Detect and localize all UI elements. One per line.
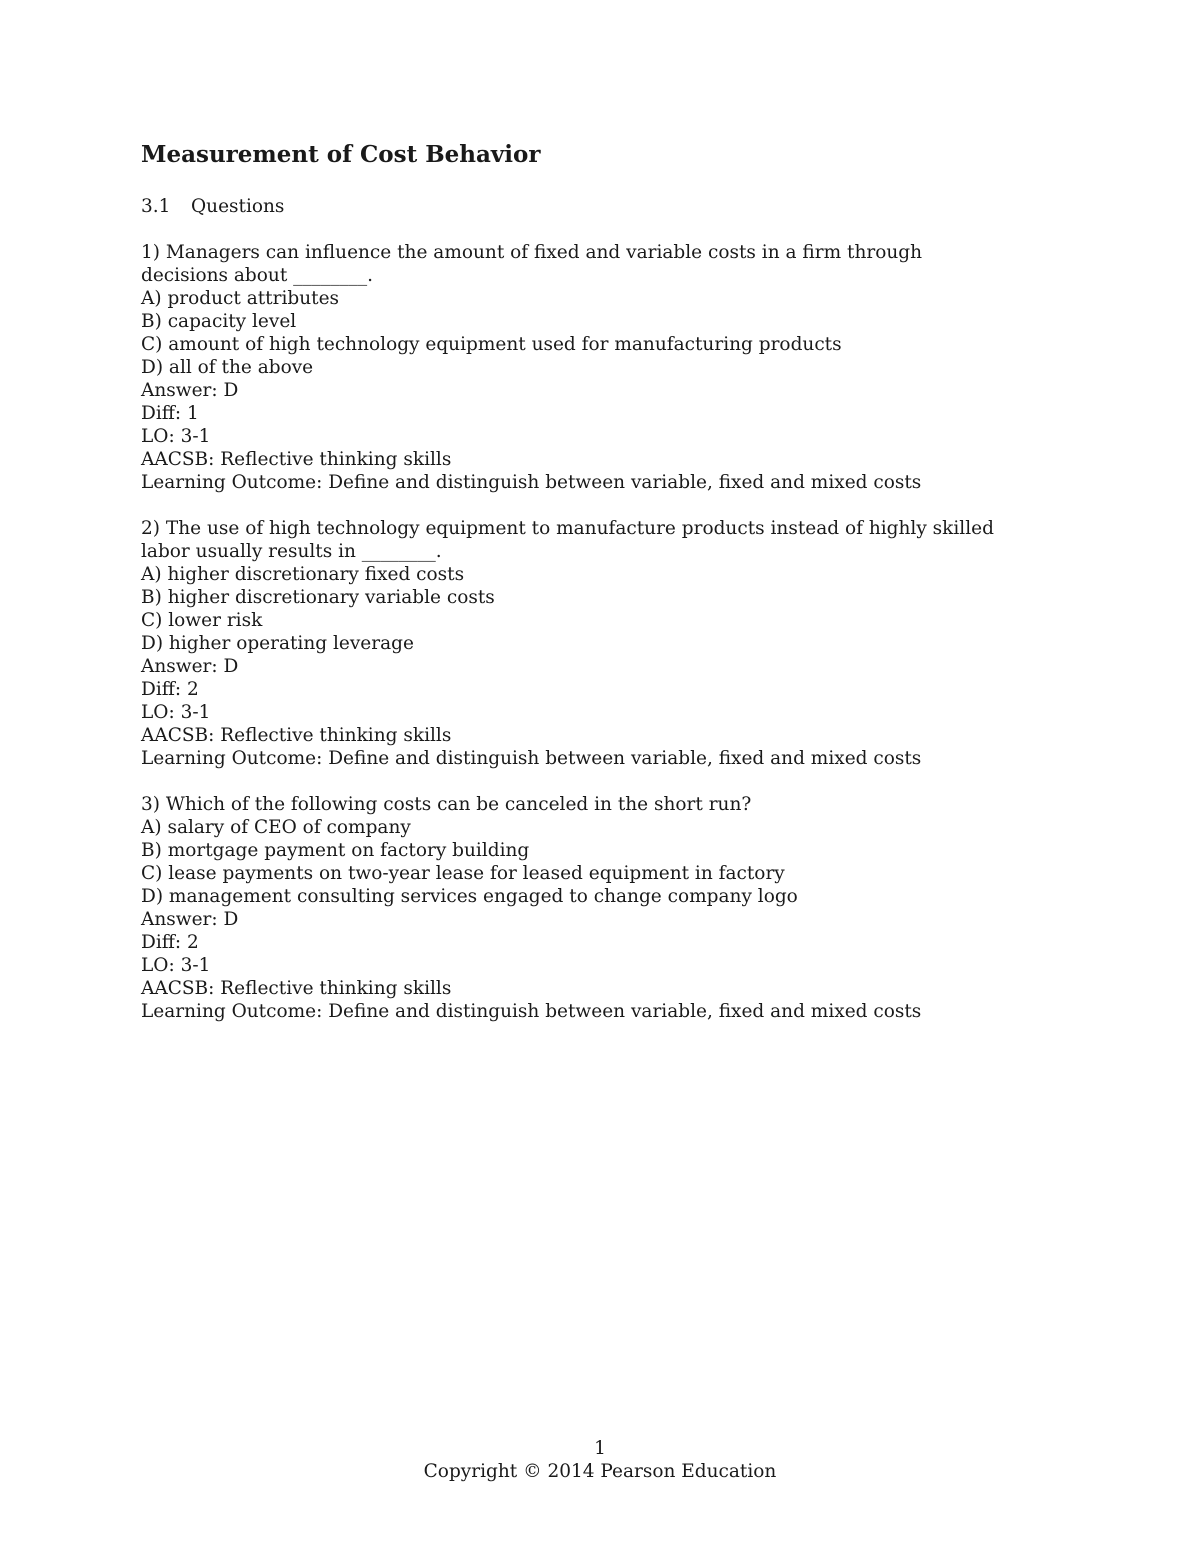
- answer-option: C) lease payments on two-year lease for leased equipment in factory: [141, 863, 785, 884]
- question-block: [141, 793, 1101, 1023]
- page-number: 1: [594, 1438, 606, 1459]
- learning-outcome: Learning Outcome: Define and distinguish between variable, fixed and mixed costs: [141, 472, 922, 493]
- aacsb-tag: AACSB: Reflective thinking skills: [141, 725, 452, 746]
- question-stem: 2) The use of high technology equipment to manufacture products instead of highly skilled: [141, 518, 994, 539]
- answer-option: D) higher operating leverage: [141, 633, 414, 654]
- answer-option: B) mortgage payment on factory building: [141, 840, 530, 861]
- answer-option: A) salary of CEO of company: [141, 817, 411, 838]
- answer-key: Answer: D: [141, 656, 239, 677]
- aacsb-tag: AACSB: Reflective thinking skills: [141, 978, 452, 999]
- section-label: Questions: [191, 196, 285, 217]
- answer-option: B) higher discretionary variable costs: [141, 587, 495, 608]
- question-stem: 1) Managers can influence the amount of fixed and variable costs in a firm through: [141, 242, 923, 263]
- learning-objective: LO: 3-1: [141, 426, 211, 447]
- answer-option: D) all of the above: [141, 357, 314, 378]
- section-heading: [141, 195, 1101, 218]
- question-stem: labor usually results in ________.: [141, 541, 442, 562]
- document-title: Measurement of Cost Behavior: [141, 141, 541, 168]
- learning-outcome: Learning Outcome: Define and distinguish between variable, fixed and mixed costs: [141, 748, 922, 769]
- answer-option: D) management consulting services engaged to change company logo: [141, 886, 798, 907]
- answer-option: B) capacity level: [141, 311, 297, 332]
- learning-objective: LO: 3-1: [141, 955, 211, 976]
- answer-key: Answer: D: [141, 909, 239, 930]
- learning-objective: LO: 3-1: [141, 702, 211, 723]
- question-stem: decisions about ________.: [141, 265, 374, 286]
- answer-key: Answer: D: [141, 380, 239, 401]
- difficulty: Diff: 2: [141, 679, 199, 700]
- difficulty: Diff: 1: [141, 403, 199, 424]
- aacsb-tag: AACSB: Reflective thinking skills: [141, 449, 452, 470]
- question-block: [141, 517, 1101, 770]
- section-number: 3.1: [141, 196, 171, 217]
- question-stem: 3) Which of the following costs can be canceled in the short run?: [141, 794, 752, 815]
- document-body: [141, 138, 1101, 1023]
- answer-option: A) higher discretionary fixed costs: [141, 564, 465, 585]
- answer-option: C) lower risk: [141, 610, 263, 631]
- learning-outcome: Learning Outcome: Define and distinguish between variable, fixed and mixed costs: [141, 1001, 922, 1022]
- copyright-notice: Copyright © 2014 Pearson Education: [423, 1461, 777, 1482]
- difficulty: Diff: 2: [141, 932, 199, 953]
- question-list: [141, 241, 1101, 1023]
- question-block: [141, 241, 1101, 494]
- answer-option: C) amount of high technology equipment used for manufacturing products: [141, 334, 842, 355]
- answer-option: A) product attributes: [141, 288, 340, 309]
